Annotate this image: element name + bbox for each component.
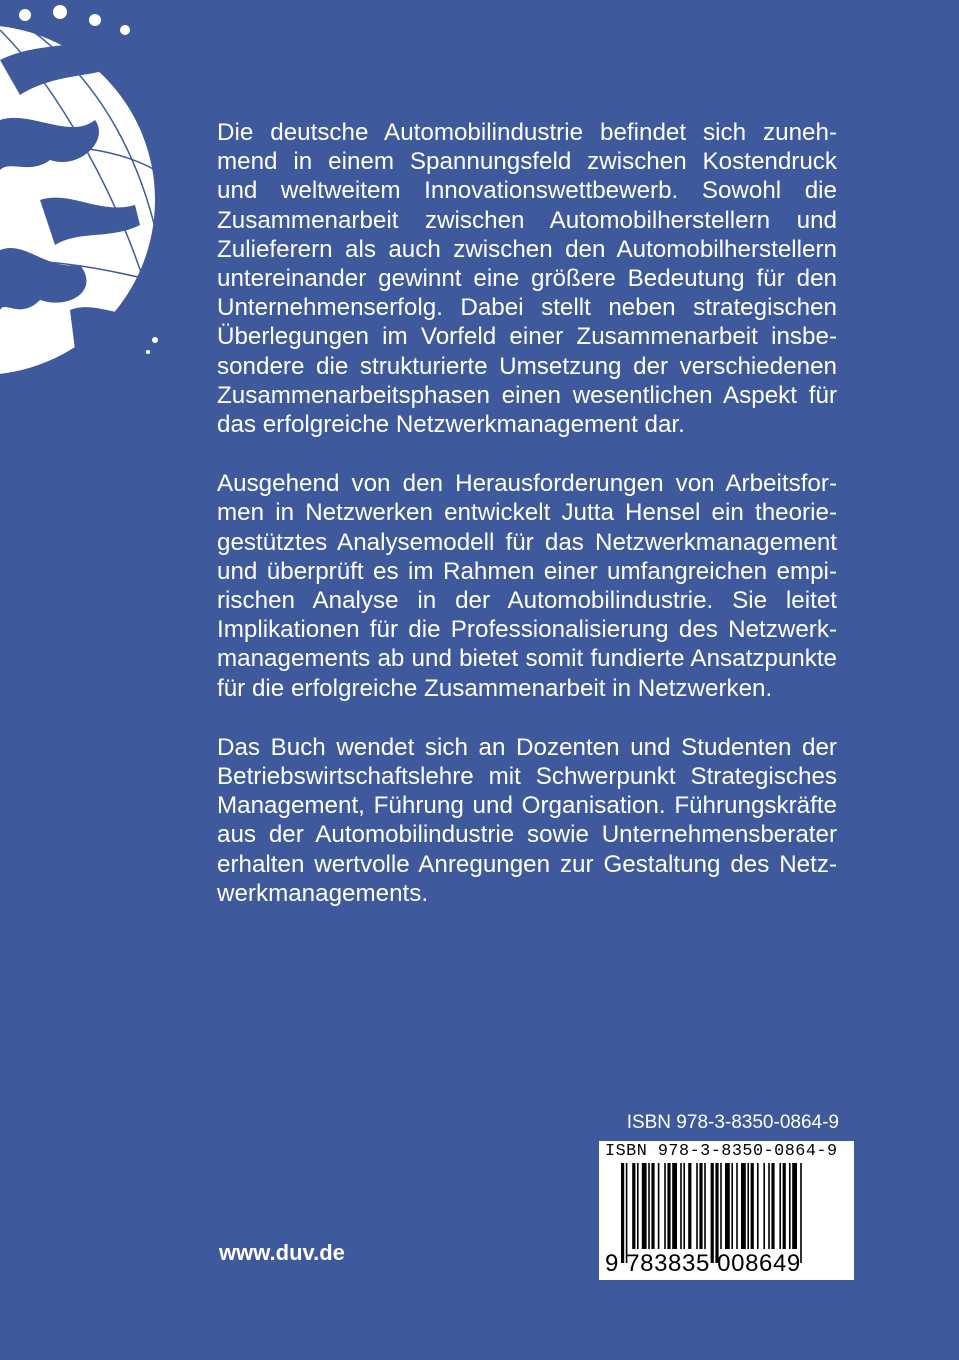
barcode-bar [792,1163,797,1249]
barcode-bar [741,1163,746,1249]
barcode-bar [637,1163,639,1249]
barcode-bar [731,1163,733,1249]
barcode-bar [626,1163,628,1263]
barcode-bar [751,1163,754,1249]
barcode-bar [658,1163,660,1249]
isbn-label: ISBN 978-3-8350-0864-9 [626,1112,839,1133]
barcode-bar [664,1163,666,1249]
barcode-bar [747,1163,749,1249]
barcode-bar [757,1163,759,1249]
barcode-bar [642,1163,647,1249]
barcode-digits: 9 783835 008649 [605,1250,801,1277]
barcode-bar [704,1163,706,1249]
barcode-bar [763,1163,765,1249]
blurb-paragraph-2: Ausgehend von den Herausforderungen von Arbeitsformen in Netzwerken entwickelt Jutta Hensel ein theoriegestütztes Analysemodell für das Netzwerkmanagement und überprüft es im Rahmen einer umfangreichen empirischen Analyse in der Automobilindustrie. Sie leitet Implikationen für die Professionalisierung des Netzwerkmanagements ab und bietet somit fundierte Ansatzpunkte für die erfolgreiche Zusammenarbeit in Netzwerken. [217,470,837,702]
barcode-bar [779,1163,781,1249]
isbn-barcode [599,1141,854,1280]
barcode-bar [736,1163,738,1249]
barcode-bar [648,1163,650,1249]
barcode-bar [667,1163,670,1249]
blurb-paragraph-1: Die deutsche Automobilindustrie befindet sich zunehmend in einem Spannungsfeld zwischen Kostendruck und weltweitem Innovationswettbewerb. Sowohl die Zusammenarbeit zwischen Automobilherstellern und Zulieferern als auch zwischen den Automobilherstellern untereinander gewinnt eine größere Bedeutung für den Unternehmenserfolg. Dabei stellt neben strategischen Überlegungen im Vorfeld einer Zusammenarbeit insbesondere die strukturierte Umsetzung der verschiedenen Zusammenarbeitsphasen einen wesentlichen Aspekt für das erfolgreiche Netzwerkmanagement dar. [217,119,837,439]
barcode-bar [725,1163,730,1249]
barcode-bar [800,1163,802,1263]
back-cover-blurb [217,118,837,938]
barcode-bar [632,1163,635,1249]
barcode-bar [789,1163,791,1249]
barcode-isbn-text: ISBN 978-3-8350-0864-9 [605,1142,838,1161]
barcode-bar [680,1163,682,1249]
barcode-bar [768,1163,770,1249]
barcode-bar [771,1163,774,1249]
blurb-paragraph-3: Das Buch wendet sich an Dozenten und Studenten der Betriebswirtschaftslehre mit Schwerpunkt Strategisches Management, Führung und Organisation. Führungskräfte aus der Automobilindustrie sowie Unternehmensberater erhalten wertvolle Anregungen zur Gestaltung des Netzwerkmanagements. [217,733,837,907]
barcode-bar [696,1163,698,1249]
barcode-bar [688,1163,691,1249]
globe-map-icon [0,0,165,420]
barcode-bar [715,1163,718,1263]
barcode-bar [711,1163,714,1263]
barcode-bar [621,1163,624,1263]
barcode-bar [699,1163,702,1249]
barcode-bar [651,1163,654,1249]
publisher-url: www.duv.de [219,1240,345,1265]
barcode-bar [783,1163,786,1249]
barcode-bar [683,1163,685,1249]
barcode-bar [720,1163,722,1249]
barcode-bar [672,1163,677,1249]
